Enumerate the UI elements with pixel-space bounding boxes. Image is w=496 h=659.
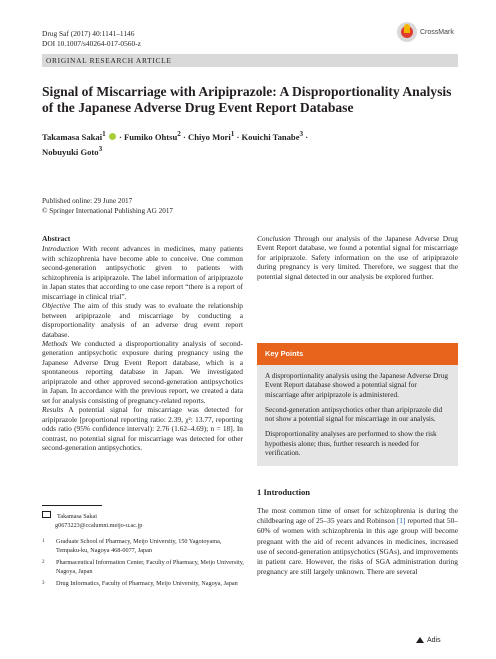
journal-citation: Drug Saf (2017) 40:1141–1146	[42, 29, 135, 38]
crossmark-label: CrossMark	[420, 28, 454, 36]
abstract-objective: Objective The aim of this study was to evaluate the relationship between aripiprazole and miscarriage by conducting a disproportionality analysis of an adverse drug event report database.	[42, 301, 243, 339]
author-name[interactable]: · Kouichi Tanabe	[236, 131, 300, 142]
adis-logo-icon	[416, 637, 424, 643]
article-title: Signal of Miscarriage with Aripiprazole: A Disproportionality Analysis of the Japanese Adverse Drug Event Report Database	[42, 84, 452, 115]
publication-info	[42, 197, 173, 216]
author-name[interactable]: · Fumiko Ohtsu	[119, 131, 178, 142]
author-name[interactable]: Takamasa Sakai	[42, 131, 103, 142]
key-points-heading: Key Points	[257, 343, 458, 365]
published-date: Published online: 29 June 2017	[42, 197, 133, 205]
abstract-conclusion: Conclusion Through our analysis of the Japanese Adverse Drug Event Report database, we found a potential signal for miscarriage for aripiprazole. Safety information on the use of aripiprazole during pregnancy is very limited. Therefore, we suggest that the potential signal detected in our analysis be explored further.	[257, 234, 458, 281]
abstract-section	[42, 234, 243, 452]
affiliation: 2 Pharmaceutical Information Center, Faculty of Pharmacy, Meijo University, Nagoya, Japan	[42, 559, 244, 575]
citation-link[interactable]: [1]	[396, 516, 406, 526]
contact-email[interactable]: g0673223@ccalumni.meijo-u.ac.jp	[55, 521, 143, 529]
abstract-methods: Methods We conducted a disproportionality analysis of second-generation antipsychotic exposure during pregnancy using the Japanese Adverse Drug Event Report database, which is a spontaneous reporting database in Japan. We investigated aripiprazole and other approved second-generation antipsychotics in Japan. In accordance with the previous report, we created a data set for analysis consisting of pregnancy-related reports.	[42, 338, 243, 405]
crossmark-badge[interactable]	[397, 21, 467, 43]
footnote-divider	[42, 505, 102, 506]
copyright-line: © Springer International Publishing AG 2017	[42, 206, 174, 215]
journal-header	[42, 29, 141, 48]
introduction-paragraph: The most common time of onset for schizophrenia is during the childbearing age of 25–35 years and Robinson [1] reported that 50–60% of women with schizophrenia in this age group will become pregnant with the aid of recent advances in medicines, increased use of second-generation antipsychotics (SGAs), and improvements in patient care. However, the risks of SGA administration during pregnancy are still largely unknown. There are several	[257, 506, 458, 577]
author-separator: ·	[305, 131, 309, 142]
envelope-icon	[42, 511, 51, 518]
affiliation: 3 Drug Informatics, Faculty of Pharmacy, Meijo University, Nagoya, Japan	[42, 580, 238, 587]
affiliation: 1 Graduate School of Pharmacy, Meijo University, 150 Yagotoyama, Tempaku-ku, Nagoya 468-0077, Japan	[42, 538, 222, 554]
key-point-item: Second-generation antipsychotics other than aripiprazole did not show a potential signal for miscarriage in our analysis.	[265, 404, 443, 424]
author-name[interactable]: Nobuyuki Goto	[42, 146, 99, 157]
publisher-logo: Adis	[416, 637, 441, 644]
author-list: Takamasa Sakai$^1$ · Fumiko Ohtsu$^2$ · Chiyo Mori$^1$ · Kouichi Tanabe$^3$ · Nobuyuki Goto$^3$	[42, 130, 309, 157]
corresponding-author	[42, 511, 247, 530]
doi-line[interactable]: DOI 10.1007/s40264-017-0560-z	[42, 38, 141, 48]
key-point-item: Disproportionality analyses are performed to show the risk hypothesis alone; thus, further research is needed for verification.	[265, 429, 437, 458]
abstract-heading: Abstract	[42, 234, 71, 243]
key-points-box	[257, 343, 458, 466]
contact-name: Takamasa Sakai	[57, 513, 97, 520]
author-name[interactable]: · Chiyo Mori	[183, 131, 231, 142]
article-type-label: ORIGINAL RESEARCH ARTICLE	[46, 56, 172, 65]
orcid-icon[interactable]	[109, 133, 116, 140]
crossmark-icon	[397, 22, 417, 42]
key-point-item: A disproportionality analysis using the Japanese Adverse Drug Event Report database showed a potential signal for miscarriage after aripiprazole is administered.	[265, 371, 448, 399]
abstract-introduction: Introduction With recent advances in medicines, many patients with schizophrenia have become able to conceive. One common second-generation antipsychotic given to patients with schizophrenia is aripiprazole. The label information of aripiprazole in Japan states that according to one case report “there is a report of miscarriage in clinical trial”.	[42, 244, 243, 301]
abstract-results: Results A potential signal for miscarriage was detected for aripiprazole [proportional reporting ratio: 2.39, χ²: 13.77, reporting odds ratio (95% confidence interval): 2.76 (1.62–4.69); n = 18]. In contrast, no potential signal for miscarriage was detected for other second-generation antipsychotics.	[42, 405, 243, 452]
article-type-banner	[42, 54, 458, 67]
introduction-heading: 1 Introduction	[257, 487, 311, 497]
